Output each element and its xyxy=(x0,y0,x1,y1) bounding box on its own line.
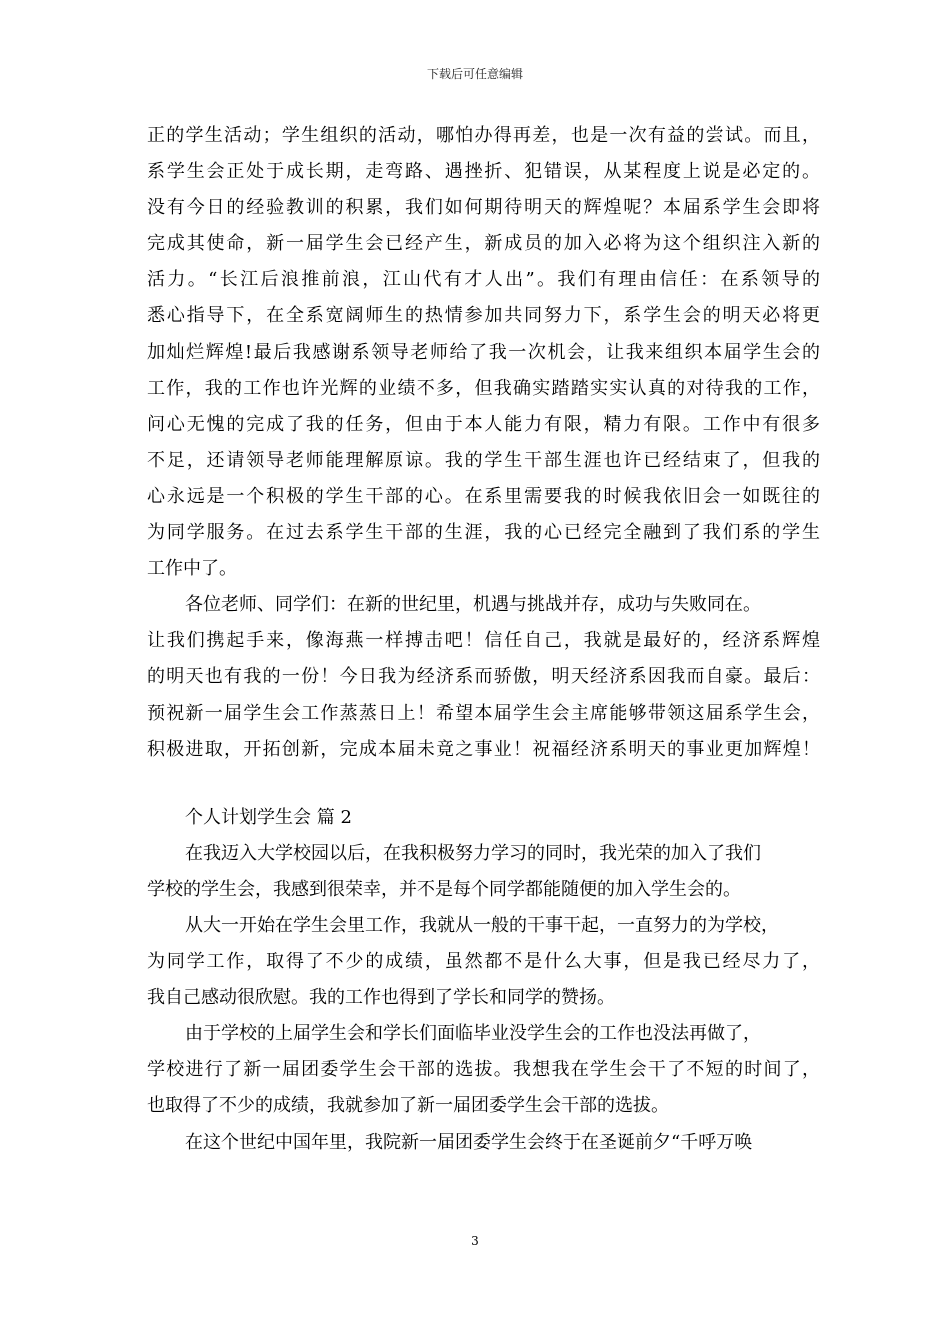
paragraph xyxy=(147,1016,820,1124)
text-line: 预祝新一届学生会工作蒸蒸日上！希望本届学生会主席能够带领这届系学生会， xyxy=(147,702,820,724)
text-line: 悉心指导下，在全系宽阔师生的热情参加共同努力下，系学生会的明天必将更 xyxy=(147,305,820,327)
text-line: 由于学校的上届学生会和学长们面临毕业没学生会的工作也没法再做了， xyxy=(185,1023,761,1045)
section-gap xyxy=(147,768,820,800)
text-line: 正的学生活动；学生组织的活动，哪怕办得再差，也是一次有益的尝试。而且， xyxy=(147,125,820,146)
text-line: 的明天也有我的一份！今日我为经济系而骄傲，明天经济系因我而自豪。最后： xyxy=(147,666,820,688)
page-header: 下载后可任意编辑 xyxy=(426,67,523,81)
text-line: 为同学服务。在过去系学生干部的生涯，我的心已经完全融到了我们系的学生 xyxy=(147,522,820,544)
text-line: 积极进取，开拓创新，完成本届未竟之事业！祝福经济系明天的事业更加辉煌！ xyxy=(147,738,820,760)
text-line: 系学生会正处于成长期，走弯路、遇挫折、犯错误，从某程度上说是必定的。 xyxy=(147,161,820,183)
paragraph xyxy=(147,908,820,1016)
text-line: 各位老师、同学们：在新的世纪里，机遇与挑战并存，成功与失败同在。 xyxy=(185,594,761,616)
text-line: 从大一开始在学生会里工作，我就从一般的干事干起，一直努力的为学校， xyxy=(185,914,779,936)
text-line: 我自己感动很欣慰。我的工作也得到了学长和同学的赞扬。 xyxy=(147,987,615,1009)
text-line: 不足，还请领导老师能理解原谅。我的学生干部生涯也许已经结束了，但我的 xyxy=(147,449,820,471)
text-line: 加灿烂辉煌!最后我感谢系领导老师给了我一次机会，让我来组织本届学生会的 xyxy=(147,341,820,363)
text-line: 工作，我的工作也许光辉的业绩不多，但我确实踏踏实实认真的对待我的工作， xyxy=(147,377,820,399)
section-heading: 个人计划学生会 篇 2 xyxy=(185,806,352,828)
document-body xyxy=(147,118,820,1161)
paragraph xyxy=(147,587,820,767)
paragraph xyxy=(147,118,820,587)
text-line: 工作中了。 xyxy=(147,558,237,580)
paragraph xyxy=(147,1125,820,1161)
text-line: 在我迈入大学校园以后，在我积极努力学习的同时，我光荣的加入了我们 xyxy=(185,842,761,864)
text-line: 在这个世纪中国年里，我院新一届团委学生会终于在圣诞前夕“千呼万唤 xyxy=(185,1131,753,1153)
text-line: 学校进行了新一届团委学生会干部的选拔。我想我在学生会干了不短的时间了， xyxy=(147,1059,820,1081)
page-number: 3 xyxy=(471,1234,479,1248)
text-line: 活力。“长江后浪推前浪，江山代有才人出”。我们有理由信任：在系领导的 xyxy=(147,269,820,291)
paragraph xyxy=(147,836,820,908)
text-line: 为同学工作，取得了不少的成绩，虽然都不是什么大事，但是我已经尽力了， xyxy=(147,951,820,973)
text-line: 完成其使命，新一届学生会已经产生，新成员的加入必将为这个组织注入新的 xyxy=(147,233,820,255)
text-line: 也取得了不少的成绩，我就参加了新一届团委学生会干部的选拔。 xyxy=(147,1095,669,1117)
text-line: 让我们携起手来，像海燕一样搏击吧！信任自己，我就是最好的，经济系辉煌 xyxy=(147,630,820,652)
text-line: 问心无愧的完成了我的任务，但由于本人能力有限，精力有限。工作中有很多 xyxy=(147,413,820,435)
text-line: 没有今日的经验教训的积累，我们如何期待明天的辉煌呢？本届系学生会即将 xyxy=(147,197,820,219)
text-line: 心永远是一个积极的学生干部的心。在系里需要我的时候我依旧会一如既往的 xyxy=(147,485,820,507)
text-line: 学校的学生会，我感到很荣幸，并不是每个同学都能随便的加入学生会的。 xyxy=(147,878,741,900)
